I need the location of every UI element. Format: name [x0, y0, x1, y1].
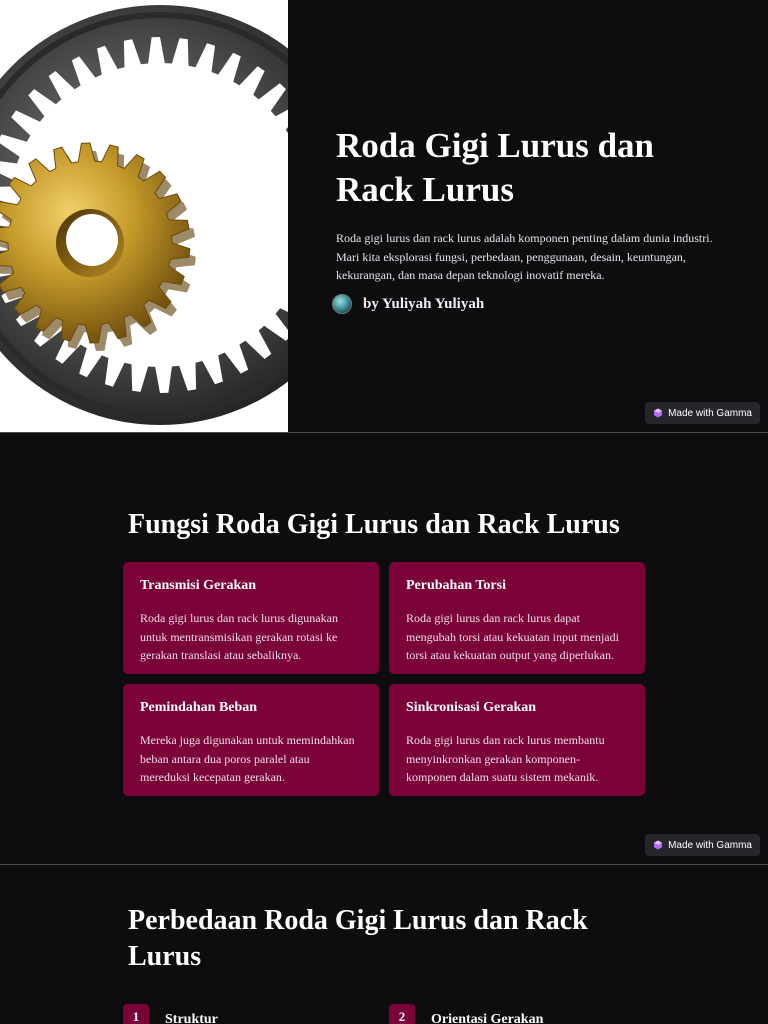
avatar [332, 294, 352, 314]
functions-slide [0, 432, 768, 864]
card-pemindahan-beban [123, 684, 379, 796]
card-body: Roda gigi lurus dan rack lurus digunakan untuk mentransmisikan gerakan rotasi ke gerakan translasi atau sebaliknya. [140, 611, 338, 662]
card-title: Perubahan Torsi [406, 578, 506, 593]
slide-title: Roda Gigi Lurus dan Rack Lurus [336, 126, 655, 209]
step-label: Struktur [165, 1012, 218, 1024]
card-body: Roda gigi lurus dan rack lurus dapat mengubah torsi atau kekuatan input menjadi torsi atau kekuatan output yang diperlukan. [406, 611, 619, 662]
card-body: Mereka juga digunakan untuk memindahkan beban antara dua poros paralel atau mereduksi kecepatan gerakan. [140, 733, 355, 784]
gamma-logo-icon [653, 840, 663, 850]
author [332, 292, 484, 316]
step-label: Orientasi Gerakan [431, 1012, 544, 1024]
slide-heading: Perbedaan Roda Gigi Lurus dan Rack Lurus [128, 905, 588, 972]
made-with-gamma-badge[interactable] [645, 402, 760, 424]
gamma-logo-icon [653, 408, 663, 418]
step-item [123, 1004, 218, 1024]
card-sinkronisasi-gerakan [389, 684, 645, 796]
card-title: Sinkronisasi Gerakan [406, 700, 537, 715]
card-title: Transmisi Gerakan [140, 578, 257, 593]
card-transmisi-gerakan [123, 562, 379, 674]
pinion-bore [66, 214, 118, 266]
slide-description: Roda gigi lurus dan rack lurus adalah komponen penting dalam dunia industri. Mari kita eksplorasi fungsi, perbedaan, penggunaan, desain, keuntungan, kekurangan, dan masa depan teknologi inovatif mereka. [336, 231, 713, 282]
title-slide [0, 0, 768, 432]
badge-label: Made with Gamma [668, 839, 752, 851]
author-name: by Yuliyah Yuliyah [363, 295, 485, 312]
step-number-badge: 1 [123, 1004, 149, 1024]
card-title: Pemindahan Beban [140, 700, 258, 715]
step-item [389, 1004, 543, 1024]
slide-heading: Fungsi Roda Gigi Lurus dan Rack Lurus [128, 509, 620, 540]
differences-slide [0, 864, 768, 1024]
card-body: Roda gigi lurus dan rack lurus membantu menyinkronkan gerakan komponen-komponen dalam suatu sistem mekanik. [406, 733, 605, 784]
step-number-badge: 2 [389, 1004, 415, 1024]
gear-illustration [0, 0, 288, 432]
badge-label: Made with Gamma [668, 407, 752, 419]
card-perubahan-torsi [389, 562, 645, 674]
made-with-gamma-badge[interactable] [645, 834, 760, 856]
